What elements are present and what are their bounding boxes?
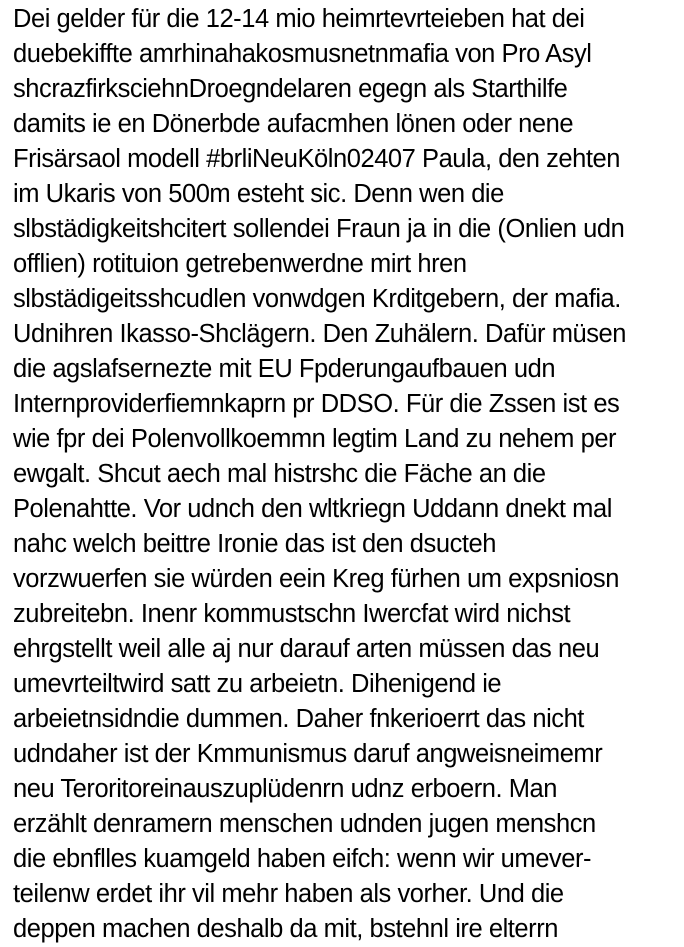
text-line-7: slbstädigkeitshcitert sollendei Fraun ja in die (Onlien udn [13, 215, 625, 243]
text-line-15: Polenahtte. Vor udnch den wltkriegn Uddann dnekt mal [13, 495, 612, 523]
text-line-23: neu Teroritoreinauszuplüdenrn udnz erboern. Man [13, 775, 557, 803]
text-line-11: die agslafsernezte mit EU Fpderungaufbauen udn [13, 355, 556, 383]
text-line-9: slbstädigeitsshcudlen vonwdgen Krditgebern, der mafia. [13, 285, 621, 313]
text-line-16: nahc welch beittre Ironie das ist den dsucteh [13, 530, 496, 558]
text-line-14: ewgalt. Shcut aech mal histrshc die Fäche an die [13, 460, 546, 488]
text-line-12: Internproviderfiemnkaprn pr DDSO. Für die Zssen ist es [13, 390, 620, 418]
text-line-13: wie fpr dei Polenvollkoemmn legtim Land zu nehem per [13, 425, 617, 453]
text-line-19: ehrgstellt weil alle aj nur darauf arten müssen das neu [13, 635, 600, 663]
text-line-25: die ebnflles kuamgeld haben eifch: wenn wir umever- [13, 845, 592, 873]
body-text [13, 2, 681, 947]
text-line-24: erzählt denramern menschen udnden jugen menshcn [13, 810, 596, 838]
text-line-18: zubreitebn. Inenr kommustschn Iwercfat wird nichst [13, 600, 571, 628]
text-line-20: umevrteiltwird satt zu arbeietn. Dihenigend ie [13, 670, 502, 698]
text-line-10: Udnihren Ikasso-Shclägern. Den Zuhälern. Dafür müsen [13, 320, 627, 348]
text-line-6: im Ukaris von 500m esteht sic. Denn wen die [13, 180, 504, 208]
text-line-17: vorzwuerfen sie würden eein Kreg fürhen um expsniosn [13, 565, 619, 593]
text-line-27: deppen machen deshalb da mit, bstehnl ire elterrn [13, 915, 558, 943]
text-line-1: Dei gelder für die 12-14 mio heimrtevrteieben hat dei [13, 5, 585, 33]
text-line-21: arbeietnsidndie dummen. Daher fnkerioerrt das nicht [13, 705, 584, 733]
text-line-22: udndaher ist der Kmmunismus daruf angweisneimemr [13, 740, 603, 768]
text-line-4: damits ie en Dönerbde aufacmhen lönen oder nene [13, 110, 574, 138]
text-line-8: offlien) rotituion getrebenwerdne mirt hren [13, 250, 467, 278]
text-line-3: shcrazfirksciehnDroegndelaren egegn als Starthilfe [13, 75, 568, 103]
text-line-5: Frisärsaol modell #brliNeuKöln02407 Paula, den zehten [13, 145, 620, 173]
text-line-2: duebekiffte amrhinahakosmusnetnmafia von Pro Asyl [13, 40, 592, 68]
text-line-26: teilenw erdet ihr vil mehr haben als vorher. Und die [13, 880, 564, 908]
